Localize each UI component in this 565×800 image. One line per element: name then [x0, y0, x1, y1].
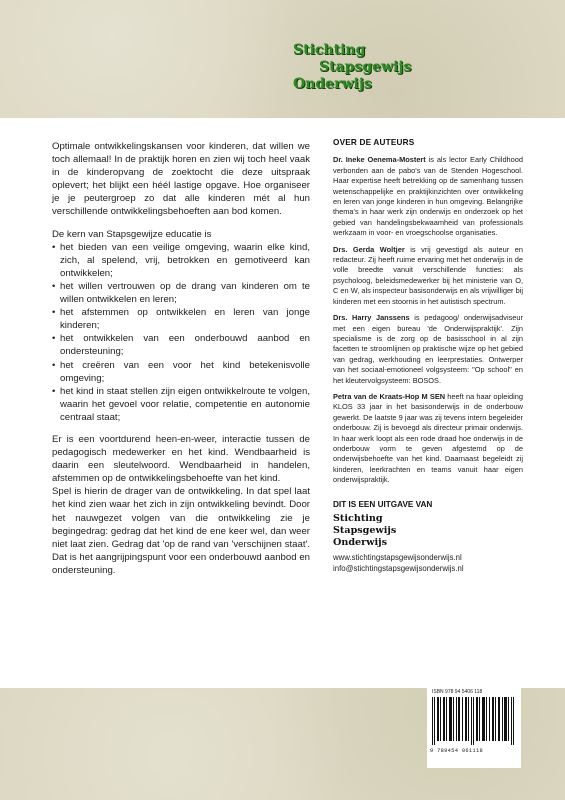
website-link[interactable]: www.stichtingstapsgewijsonderwijs.nl — [333, 553, 462, 562]
logo-line-3: Onderwijs — [293, 76, 372, 92]
logo-line-3: Onderwijs — [333, 537, 387, 548]
logo-line-2: Stapsgewijs — [333, 525, 397, 536]
intro-paragraph: Optimale ontwikkelingskansen voor kinderen, dat willen we toch allemaal! In de praktijk horen en zien wij toch heel vaak in de kinderopvang de zoektocht die deze uitspraak oplevert; het blijkt een héél lastige opgave. Hoe organiseer je je peutergroep zo dat alle kinderen mét al hun verschillende ontwikkelingsbehoeften aan bod komen. — [52, 141, 310, 218]
list-item: • het kind in staat stellen zijn eigen ontwikkelroute te volgen, waarin het gevoel voor relatie, competentie en autonomie centraal staat; — [52, 385, 310, 424]
author-bio — [333, 245, 523, 307]
list-item: • het ontwikkelen van een onderbouwd aanbod en ondersteuning; — [52, 332, 310, 358]
publisher-logo-small — [333, 513, 523, 549]
author-name: Drs. Harry Janssens — [333, 313, 410, 323]
author-name: Dr. Ineke Oenema-Mostert — [333, 155, 426, 165]
authors-column — [333, 138, 523, 575]
list-item: • het creëren van een voor het kind betekenisvolle omgeving; — [52, 359, 310, 385]
logo-line-1: Stichting — [293, 42, 366, 58]
author-text: is vrij gevestigd als auteur en redacteur. Zij heeft ruime ervaring met het onderwijs in de volle breedte vanuit verschillende functies: als psycholoog, beleidsmedewerker bij het ministerie van O, C en W, als inspecteur basisonderwijs en als vrijwilliger bij kinderen met een stoornis in het autistisch spectrum. — [333, 244, 523, 306]
barcode-digits: 9 789454 061118 — [430, 748, 484, 754]
author-name: Drs. Gerda Woltjer — [333, 244, 405, 254]
email-link[interactable]: info@stichtingstapsgewijsonderwijs.nl — [333, 563, 464, 573]
author-text: heeft na haar opleiding KLOS 33 jaar in het basisonderwijs in de onderbouw gewerkt. De laatste 9 jaar was zij tevens intern begeleider onderbouw. Zij is bevoegd als directeur primair onderwijs. In haar werk loopt als een rode draad hoe onderwijs in de onderbouw vorm te geven afgestemd op de onderwijsbehoefte van het kind. Daarnaast begeleidt zij kinderen, leerkrachten en teams vanuit haar eigen onderwijspraktijk. — [333, 391, 523, 485]
author-name: Petra van de Kraats-Hop M SEN — [333, 391, 446, 401]
main-text-column — [52, 140, 310, 586]
author-bio — [333, 155, 523, 238]
isbn-text: ISBN 978 94 5406 118 — [432, 689, 483, 695]
isbn-barcode — [427, 688, 521, 768]
author-text: is pedagoog/ onderwijsadviseur met een eigen bureau 'de Onderwijspraktijk'. Zijn specialisme is de zorg op de basisschool in al zijn facetten te stroomlijnen op praktische wijze op het gebied van gedrag, werkhouding en leerprestaties. Ontwerper van het sociaal-emotioneel volgsysteem: "Op school" en het kleutervolgsysteem: BOSOS. — [333, 313, 523, 385]
barcode-icon — [432, 697, 516, 745]
interaction-paragraph: Er is een voortdurend heen-en-weer, interactie tussen de pedagogisch medewerker en het kind. Wendbaarheid is daarin een sleutelwoord. Wendbaarheid in handelen, afstemmen op de ontwikkelingsbehoefte van het kind. — [52, 433, 310, 485]
play-paragraph: Spel is hierin de drager van de ontwikkeling. In dat spel laat het kind zien waar het zich in zijn ontwikkeling bevindt. Door het nauwgezet volgen van die ontwikkeling zie je begingedrag: gedrag dat het kind de ene keer wel, dan weer niet laat zien. Gedrag dat 'op de rand van 'verschijnen staat'. Dat is het aangrijpingspunt voor een onderbouwd aanbod en ondersteuning. — [52, 486, 310, 576]
logo-line-1: Stichting — [333, 513, 383, 524]
publisher-logo — [293, 42, 523, 93]
authors-heading: OVER DE AUTEURS — [333, 138, 415, 147]
list-item: • het bieden van een veilige omgeving, waarin elke kind, zich, al spelend, vrij, betrokken en gemotiveerd kan ontwikkelen; — [52, 241, 310, 280]
publisher-heading: DIT IS EEN UITGAVE VAN — [333, 499, 433, 509]
list-item: • het afstemmen op ontwikkelen en leren van jonge kinderen; — [52, 306, 310, 332]
author-text: is als lector Early Childhood verbonden aan de pabo's van de Stenden Hogeschool. Haar expertise heeft betrekking op de samenhang tussen wetenschappelijke en praktijkinzichten over ontwikkeling en leren van jonge kinderen in hun omgeving. Belangrijke thema's in haar werk zijn onderwijs en onderzoek op het gebied van handelingsbekwaamheid van professionals werkzaam in voor- en vroegschoolse organisaties. — [333, 155, 523, 238]
kern-intro: De kern van Stapsgewijze educatie is — [52, 228, 212, 240]
list-item: • het willen vertrouwen op de drang van kinderen om te willen ontwikkelen en leren; — [52, 280, 310, 306]
author-bio — [333, 392, 523, 486]
author-bio — [333, 313, 523, 386]
kern-list — [52, 241, 310, 424]
logo-line-2: Stapsgewijs — [319, 59, 412, 75]
